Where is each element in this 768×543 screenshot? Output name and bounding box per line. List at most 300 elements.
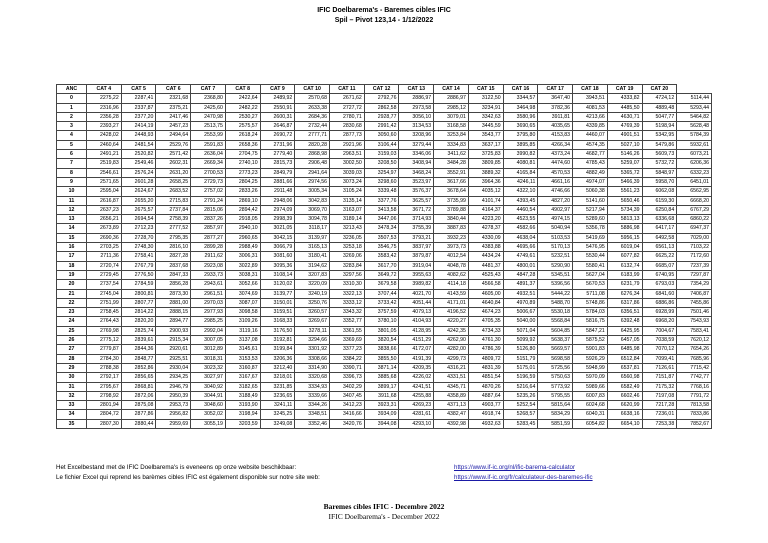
salary-cell: 5732,72 [642,159,677,168]
salary-cell: 2595,04 [87,187,122,196]
salary-cell: 2915,34 [156,336,191,345]
salary-cell: 2321,68 [156,94,191,103]
salary-cell: 4331,51 [434,373,469,382]
salary-cell: 6560,98 [607,373,642,382]
salary-cell: 4460,54 [503,205,538,214]
table-row [57,317,712,326]
salary-cell: 2773,23 [225,168,260,177]
salary-cell: 5725,56 [538,363,573,372]
salary-cell: 2849,79 [260,168,295,177]
salary-cell: 4223,20 [468,215,503,224]
table-row [57,308,712,317]
salary-cell: 5488,70 [538,298,573,307]
salary-cell: 3411,62 [434,150,469,159]
salary-cell: 2886,97 [399,94,434,103]
salary-cell: 2624,67 [121,187,156,196]
salary-cell: 6040,31 [573,410,608,419]
salary-cell: 2830,68 [330,122,365,131]
salary-cell: 3871,14 [364,363,399,372]
column-header: CAT 13 [399,85,434,94]
salary-cell: 5141,60 [573,196,608,205]
salary-cell: 2729,73 [191,177,226,186]
salary-cell: 7099,41 [642,354,677,363]
salary-cell: 7813,58 [677,401,712,410]
salary-cell: 4269,23 [399,401,434,410]
table-row [57,177,712,186]
salary-cell: 5232,51 [538,252,573,261]
salary-cell: 4809,72 [468,354,503,363]
salary-cell: 2918,05 [225,215,260,224]
seniority-cell: 31 [57,382,87,391]
salary-cell: 4901,51 [607,131,642,140]
salary-cell: 2925,51 [156,354,191,363]
salary-cell: 3885,68 [364,373,399,382]
salary-cell: 2470,98 [191,112,226,121]
salary-cell: 2868,98 [295,150,330,159]
salary-cell: 5948,99 [573,363,608,372]
note-nl-link[interactable]: https://www.if-ic.org/nl/ific-barema-calculator [454,464,576,471]
salary-cell: 2675,57 [121,205,156,214]
salary-cell: 3073,24 [330,177,365,186]
table-row [57,131,712,140]
salary-cell: 3546,75 [364,243,399,252]
salary-cell: 2417,46 [156,112,191,121]
seniority-cell: 23 [57,308,87,317]
salary-cell: 6451,01 [677,177,712,186]
salary-cell: 4574,35 [573,140,608,149]
salary-cell: 3208,96 [399,131,434,140]
salary-cell: 7004,67 [642,326,677,335]
salary-cell: 5698,58 [538,354,573,363]
salary-cell: 5734,39 [607,205,642,214]
salary-cell: 7620,12 [677,336,712,345]
salary-cell: 2655,20 [121,196,156,205]
salary-cell: 3212,40 [260,363,295,372]
salary-cell: 5293,44 [677,103,712,112]
salary-cell: 5103,53 [538,233,573,242]
salary-cell: 3352,46 [295,419,330,428]
salary-cell: 3021,05 [260,224,295,233]
salary-cell: 6668,20 [677,196,712,205]
salary-cell: 2757,02 [191,187,226,196]
salary-cell: 6417,17 [642,224,677,233]
salary-cell: 5217,94 [573,205,608,214]
salary-cell: 3649,72 [364,270,399,279]
salary-cell: 3879,87 [399,252,434,261]
table-row [57,122,712,131]
salary-cell: 4392,98 [434,419,469,428]
salary-cell: 3671,72 [399,205,434,214]
salary-cell: 2700,53 [191,168,226,177]
salary-cell: 5989,66 [573,382,608,391]
salary-cell: 3294,66 [295,336,330,345]
salary-cell: 7768,16 [677,382,712,391]
salary-cell: 2985,12 [434,103,469,112]
salary-cell: 7237,39 [677,261,712,270]
salary-cell: 2992,04 [191,326,226,335]
salary-cell: 7715,42 [677,363,712,372]
salary-cell: 4749,61 [503,252,538,261]
salary-cell: 3447,06 [364,215,399,224]
salary-cell: 4266,34 [538,140,573,149]
salary-cell: 4525,43 [468,270,503,279]
table-row [57,224,712,233]
salary-cell: 4035,12 [468,187,503,196]
salary-cell: 5568,84 [538,317,573,326]
salary-cell: 2792,17 [87,373,122,382]
salary-cell: 4051,44 [399,298,434,307]
salary-cell: 3145,61 [225,345,260,354]
salary-cell: 2807,77 [121,298,156,307]
salary-cell: 3150,01 [260,298,295,307]
salary-cell: 2941,64 [295,168,330,177]
salary-cell: 6625,22 [642,252,677,261]
salary-cell: 7126,61 [642,363,677,372]
salary-cell: 6582,49 [607,382,642,391]
salary-cell: 3163,07 [330,205,365,214]
seniority-cell: 24 [57,317,87,326]
salary-cell: 4566,58 [468,280,503,289]
salary-cell: 4104,93 [399,317,434,326]
seniority-cell: 20 [57,280,87,289]
salary-cell: 4165,84 [503,168,538,177]
salary-cell: 4081,53 [573,103,608,112]
seniority-cell: 6 [57,150,87,159]
table-row [57,252,712,261]
salary-cell: 3801,05 [364,326,399,335]
salary-cell: 2940,10 [225,224,260,233]
salary-cell: 3637,17 [468,140,503,149]
salary-cell: 5151,79 [503,354,538,363]
salary-cell: 2837,68 [156,261,191,270]
salary-cell: 6620,99 [607,401,642,410]
salary-cell: 2494,64 [156,131,191,140]
salary-cell: 5958,70 [642,177,677,186]
salary-cell: 5126,80 [503,345,538,354]
column-header: CAT 8 [225,85,260,94]
column-header: CAT 10 [295,85,330,94]
seniority-cell: 27 [57,345,87,354]
salary-cell: 2633,38 [295,103,330,112]
salary-cell: 3069,70 [295,205,330,214]
salary-cell: 7583,41 [677,326,712,335]
salary-cell: 4932,51 [503,289,538,298]
salary-cell: 3066,79 [260,243,295,252]
salary-cell: 3344,57 [503,94,538,103]
salary-cell: 4383,88 [468,243,503,252]
salary-cell: 5956,15 [607,233,642,242]
salary-cell: 3245,25 [260,410,295,419]
salary-cell: 2414,19 [121,122,156,131]
salary-cell: 2779,40 [260,150,295,159]
salary-cell: 2377,20 [121,112,156,121]
salary-cell: 3050,60 [364,131,399,140]
salary-cell: 4220,27 [434,317,469,326]
salary-cell: 3120,02 [260,280,295,289]
salary-cell: 3234,91 [468,103,503,112]
salary-cell: 6485,98 [607,345,642,354]
salary-cell: 3199,84 [260,345,295,354]
salary-cell: 3253,84 [434,131,469,140]
salary-cell: 6024,68 [573,401,608,410]
salary-cell: 3964,36 [468,177,503,186]
salary-cell: 5479,86 [642,140,677,149]
salary-cell: 3297,56 [330,270,365,279]
salary-cell: 4974,07 [573,177,608,186]
salary-cell: 3617,70 [364,261,399,270]
salary-cell: 2684,36 [295,112,330,121]
table-row [57,345,712,354]
salary-cell: 2780,71 [330,112,365,121]
salary-cell: 2720,74 [87,261,122,270]
salary-cell: 3793,21 [399,233,434,242]
note-fr-link-wrap [454,473,593,482]
salary-cell: 2869,10 [225,196,260,205]
salary-cell: 4474,60 [538,159,573,168]
salary-cell: 2856,65 [121,373,156,382]
column-header: CAT 11 [330,85,365,94]
salary-cell: 7103,22 [677,243,712,252]
salary-cell: 5750,63 [538,373,573,382]
salary-cell: 6685,07 [642,261,677,270]
salary-cell: 2591,83 [191,140,226,149]
salary-cell: 4460,07 [573,131,608,140]
salary-cell: 5476,95 [573,243,608,252]
salary-cell: 2800,81 [121,289,156,298]
table-row [57,168,712,177]
salary-cell: 6392,48 [607,317,642,326]
salary-cell: 6007,83 [573,391,608,400]
seniority-cell: 9 [57,177,87,186]
salary-cell: 7217,28 [642,401,677,410]
table-row [57,289,712,298]
salary-cell: 2600,31 [260,112,295,121]
salary-cell: 2953,73 [156,401,191,410]
salary-cell: 2973,58 [399,103,434,112]
salary-cell: 5444,22 [538,289,573,298]
salary-cell: 2948,06 [260,196,295,205]
salary-cell: 6019,04 [607,243,642,252]
salary-cell: 3044,91 [191,391,226,400]
salary-cell: 2820,28 [295,140,330,149]
salary-cell: 3122,50 [468,94,503,103]
salary-cell: 5650,46 [607,196,642,205]
salary-cell: 2792,76 [364,94,399,103]
salary-cell: 5396,56 [538,280,573,289]
salary-cell: 4640,84 [468,298,503,307]
salary-cell: 3911,81 [538,112,573,121]
salary-cell: 3468,24 [399,168,434,177]
salary-cell: 3407,45 [330,391,365,400]
salary-cell: 3135,14 [330,196,365,205]
salary-cell: 2820,20 [121,317,156,326]
salary-cell: 2530,27 [225,112,260,121]
salary-cell: 2974,56 [295,177,330,186]
salary-cell: 2963,51 [330,150,365,159]
note-nl-link-wrap [454,463,575,472]
salary-cell: 5926,29 [573,354,608,363]
salary-cell: 3109,26 [225,317,260,326]
salary-cell: 2737,84 [156,205,191,214]
salary-cell: 2715,83 [156,196,191,205]
column-header: CAT 15 [468,85,503,94]
salary-cell: 3361,55 [330,326,365,335]
column-header: CAT 18 [573,85,608,94]
salary-cell: 2758,41 [121,252,156,261]
salary-cell: 4213,66 [573,112,608,121]
salary-cell: 4847,28 [503,270,538,279]
salary-cell: 7175,32 [642,382,677,391]
salary-cell: 2694,54 [121,215,156,224]
salary-cell: 4827,20 [538,196,573,205]
salary-cell: 5365,72 [607,168,642,177]
salary-cell: 5816,75 [573,317,608,326]
salary-cell: 2877,73 [330,131,365,140]
salary-cell: 4082,62 [434,270,469,279]
salary-cell: 3218,01 [260,373,295,382]
table-row [57,382,712,391]
salary-cell: 4734,33 [468,326,503,335]
salary-cell: 4970,89 [503,298,538,307]
salary-cell: 3269,06 [330,252,365,261]
salary-cell: 2906,48 [295,159,330,168]
salary-cell: 3552,91 [434,168,469,177]
salary-cell: 5784,39 [677,131,712,140]
column-header: CAT 5 [121,85,156,94]
salary-cell: 4191,39 [399,354,434,363]
salary-cell: 2795,67 [87,382,122,391]
salary-cell: 6159,30 [642,196,677,205]
table-row [57,401,712,410]
salary-cell: 3911,68 [364,391,399,400]
salary-cell: 3507,53 [364,233,399,242]
salary-cell: 3119,16 [225,326,260,335]
page-footer [0,502,768,522]
salary-cell: 3934,09 [364,410,399,419]
salary-cell: 6928,99 [642,308,677,317]
seniority-cell: 33 [57,401,87,410]
salary-cell: 2856,28 [156,280,191,289]
salary-cell: 4851,54 [468,373,503,382]
salary-cell: 4932,63 [468,419,503,428]
salary-cell: 4101,74 [468,196,503,205]
salary-cell: 4333,82 [607,94,642,103]
salary-cell: 2549,46 [121,159,156,168]
salary-cell: 3180,41 [295,252,330,261]
salary-cell: 5356,78 [573,224,608,233]
salary-cell: 3478,34 [364,224,399,233]
salary-cell: 4870,26 [468,382,503,391]
salary-cell: 3413,58 [364,205,399,214]
salary-cell: 3543,77 [468,131,503,140]
salary-cell: 2704,75 [225,150,260,159]
salary-cell: 3377,23 [330,345,365,354]
salary-cell: 4695,66 [503,243,538,252]
salary-cell: 7455,86 [677,298,712,307]
footer-line-1: Baremes cibles IFIC - Decembre 2022 [323,502,445,511]
salary-cell: 4918,74 [468,410,503,419]
salary-cell: 2529,76 [156,140,191,149]
salary-cell: 2900,93 [156,326,191,335]
salary-cell: 5146,26 [607,150,642,159]
salary-cell: 3207,83 [295,270,330,279]
salary-cell: 4048,78 [434,261,469,270]
salary-cell: 2740,10 [225,159,260,168]
barema-table [56,84,712,429]
salary-cell: 7151,87 [642,373,677,382]
seniority-cell: 13 [57,215,87,224]
salary-cell: 3192,81 [260,336,295,345]
salary-cell: 2825,74 [121,326,156,335]
salary-cell: 6886,86 [642,298,677,307]
salary-cell: 3039,03 [330,168,365,177]
salary-cell: 3932,23 [434,233,469,242]
salary-cell: 6947,37 [677,224,712,233]
salary-cell: 2727,72 [330,103,365,112]
salary-cell: 2658,36 [225,140,260,149]
salary-cell: 4262,90 [434,336,469,345]
salary-cell: 2425,60 [191,103,226,112]
salary-cell: 3236,65 [260,391,295,400]
salary-cell: 3523,97 [399,177,434,186]
salary-cell: 6276,34 [607,289,642,298]
salary-cell: 3943,51 [573,94,608,103]
salary-cell: 2637,23 [87,205,122,214]
salary-cell: 4800,01 [503,261,538,270]
salary-cell: 5259,07 [607,159,642,168]
salary-cell: 3625,57 [399,196,434,205]
seniority-cell: 28 [57,354,87,363]
salary-cell: 5711,08 [573,289,608,298]
salary-cell: 3250,76 [295,298,330,307]
salary-cell: 3040,92 [191,382,226,391]
salary-cell: 2764,43 [87,317,122,326]
salary-cell: 3780,10 [364,317,399,326]
salary-cell: 4164,37 [468,205,503,214]
salary-cell: 2287,41 [121,94,156,103]
salary-cell: 2683,52 [156,187,191,196]
note-fr-link[interactable]: https://www.if-ic.org/fr/calculateur-des-baremes-ific [454,474,593,481]
salary-cell: 2807,30 [87,419,122,428]
salary-cell: 4316,21 [434,363,469,372]
salary-cell: 2946,79 [156,382,191,391]
seniority-cell: 7 [57,159,87,168]
salary-cell: 3298,60 [364,177,399,186]
salary-cell: 7685,96 [677,354,712,363]
salary-cell: 3445,59 [468,122,503,131]
salary-cell: 2671,62 [330,94,365,103]
salary-cell: 4382,47 [434,410,469,419]
salary-cell: 4902,97 [538,205,573,214]
salary-cell: 5235,26 [503,391,538,400]
salary-cell: 6054,82 [573,419,608,428]
salary-cell: 2729,45 [87,270,122,279]
salary-cell: 3339,48 [364,187,399,196]
table-row [57,326,712,335]
salary-cell: 3022,89 [225,261,260,270]
salary-cell: 3188,49 [225,391,260,400]
salary-cell: 3118,17 [295,224,330,233]
salary-cell: 2847,33 [156,270,191,279]
salary-cell: 2520,82 [121,150,156,159]
salary-cell: 3056,10 [399,112,434,121]
seniority-cell: 34 [57,410,87,419]
salary-cell: 7833,86 [677,410,712,419]
salary-cell: 2368,80 [191,94,226,103]
salary-cell: 5748,86 [573,298,608,307]
salary-cell: 2481,54 [121,140,156,149]
footer-line-2: IFIC Doelbarema's - December 2022 [328,512,440,521]
